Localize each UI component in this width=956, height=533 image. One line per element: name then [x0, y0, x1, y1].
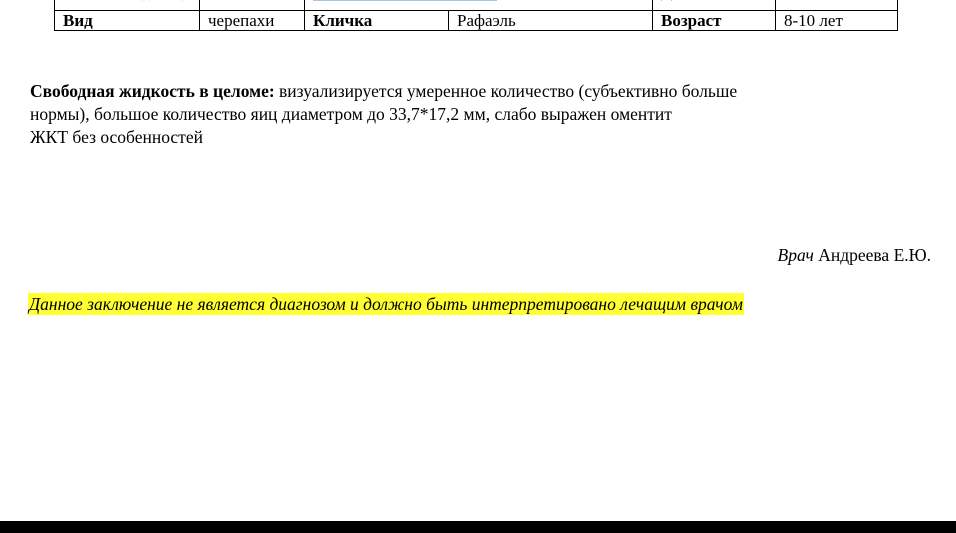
- species-value: черепахи: [200, 11, 305, 31]
- age-label: Возраст: [653, 11, 776, 31]
- findings-lead: Свободная жидкость в целоме:: [30, 81, 275, 101]
- owner-value-cell[interactable]: [305, 0, 653, 11]
- owner-label: [63, 0, 199, 1]
- date-value-cell: [776, 0, 898, 11]
- date-label-cell: [653, 0, 776, 11]
- name-label: Кличка: [305, 11, 449, 31]
- owner-name[interactable]: [313, 0, 497, 1]
- bottom-edge-bar: [0, 521, 956, 533]
- name-value: Рафаэль: [449, 11, 653, 31]
- table-row-patient: [55, 11, 898, 31]
- owner-label-cell: [55, 0, 200, 11]
- age-value: 8-10 лет: [776, 11, 898, 31]
- disclaimer-note: Данное заключение не является диагнозом и должно быть интерпретировано лечащим врачом: [29, 294, 743, 314]
- table-row-owner: [55, 0, 898, 11]
- doctor-name: Андреева Е.Ю.: [813, 245, 931, 265]
- date-value: [784, 0, 897, 1]
- patient-info-table: [54, 0, 898, 31]
- findings-line-1-text: визуализируется умеренное количество (субъективно больше: [274, 81, 738, 101]
- species-label: Вид: [55, 11, 200, 31]
- owner-spacer-cell: [200, 0, 305, 11]
- date-label: [661, 0, 775, 1]
- doctor-signature: [778, 245, 931, 266]
- findings-line-2: нормы), большое количество яиц диаметром до 33,7*17,2 мм, слабо выражен оментит: [30, 104, 672, 124]
- findings-line-3: ЖКТ без особенностей: [30, 127, 203, 147]
- findings-paragraph: [30, 80, 910, 149]
- doctor-role: Врач: [777, 245, 814, 265]
- findings-line-1: [30, 80, 910, 103]
